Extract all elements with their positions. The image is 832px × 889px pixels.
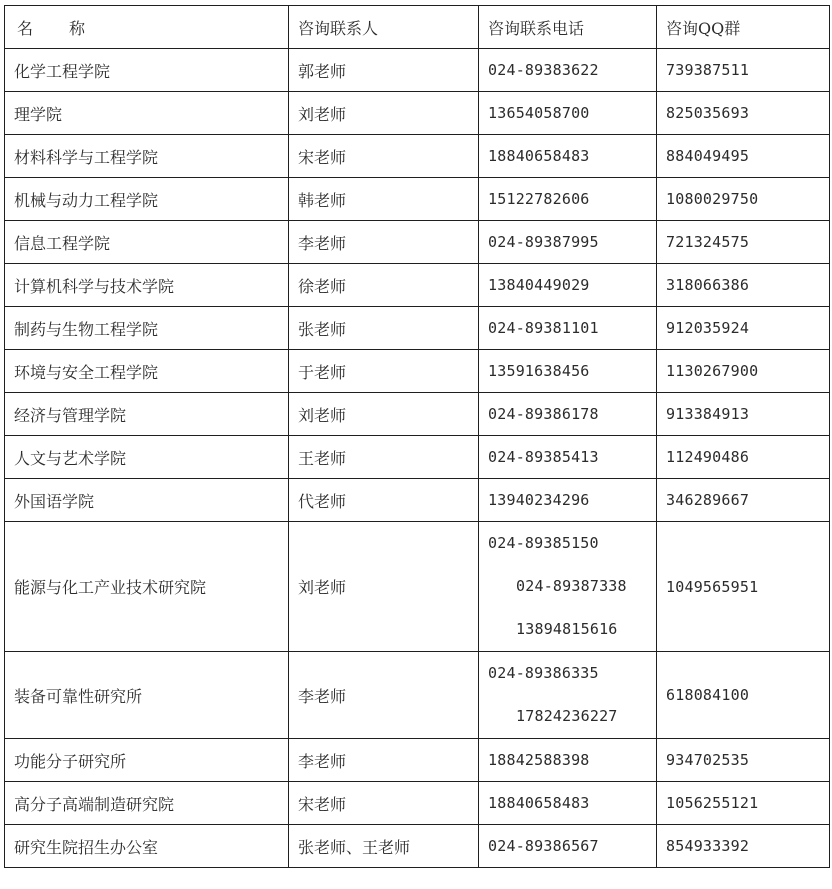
cell-qq: 913384913 [657, 393, 830, 436]
cell-qq: 934702535 [657, 739, 830, 782]
table-row [5, 782, 830, 825]
phone-number: 024-89387338 [516, 577, 627, 595]
header-name-char-2: 称 [69, 18, 86, 38]
cell-qq: 1056255121 [657, 782, 830, 825]
cell-name: 信息工程学院 [5, 221, 289, 264]
table-row [5, 221, 830, 264]
cell-phone: 18842588398 [479, 739, 657, 782]
cell-contact: 宋老师 [289, 782, 479, 825]
cell-name: 机械与动力工程学院 [5, 178, 289, 221]
cell-phone: 13840449029 [479, 264, 657, 307]
header-contact: 咨询联系人 [289, 6, 479, 49]
table-row [5, 825, 830, 868]
cell-phone: 18840658483 [479, 135, 657, 178]
cell-phone [479, 522, 657, 652]
cell-qq: 112490486 [657, 436, 830, 479]
cell-qq: 1080029750 [657, 178, 830, 221]
cell-contact: 郭老师 [289, 49, 479, 92]
cell-phone: 024-89387995 [479, 221, 657, 264]
cell-contact: 刘老师 [289, 92, 479, 135]
cell-contact: 李老师 [289, 221, 479, 264]
cell-name: 外国语学院 [5, 479, 289, 522]
cell-name: 装备可靠性研究所 [5, 652, 289, 739]
cell-qq: 1130267900 [657, 350, 830, 393]
cell-phone: 13654058700 [479, 92, 657, 135]
phone-number: 17824236227 [516, 707, 618, 725]
cell-phone: 15122782606 [479, 178, 657, 221]
cell-name: 化学工程学院 [5, 49, 289, 92]
table-header-row [5, 6, 830, 49]
cell-name: 高分子高端制造研究院 [5, 782, 289, 825]
cell-qq: 721324575 [657, 221, 830, 264]
table-row [5, 393, 830, 436]
cell-contact: 李老师 [289, 652, 479, 739]
cell-name: 功能分子研究所 [5, 739, 289, 782]
cell-contact: 刘老师 [289, 522, 479, 652]
cell-contact: 宋老师 [289, 135, 479, 178]
cell-name: 经济与管理学院 [5, 393, 289, 436]
cell-contact: 韩老师 [289, 178, 479, 221]
cell-qq: 318066386 [657, 264, 830, 307]
phone-number: 024-89386335 [488, 664, 599, 682]
cell-phone: 024-89383622 [479, 49, 657, 92]
table-row [5, 350, 830, 393]
cell-name: 计算机科学与技术学院 [5, 264, 289, 307]
cell-contact: 代老师 [289, 479, 479, 522]
cell-qq: 739387511 [657, 49, 830, 92]
table-row [5, 307, 830, 350]
cell-phone: 18840658483 [479, 782, 657, 825]
table-row [5, 92, 830, 135]
cell-name: 理学院 [5, 92, 289, 135]
cell-name: 环境与安全工程学院 [5, 350, 289, 393]
table-row [5, 522, 830, 652]
header-name [5, 6, 289, 49]
cell-contact: 刘老师 [289, 393, 479, 436]
cell-name: 能源与化工产业技术研究院 [5, 522, 289, 652]
phone-number: 024-89385150 [488, 534, 599, 552]
cell-name: 研究生院招生办公室 [5, 825, 289, 868]
header-name-char-1: 名 [17, 18, 34, 38]
cell-phone: 13940234296 [479, 479, 657, 522]
cell-contact: 于老师 [289, 350, 479, 393]
cell-contact: 徐老师 [289, 264, 479, 307]
cell-qq: 884049495 [657, 135, 830, 178]
table-row [5, 436, 830, 479]
cell-contact: 张老师 [289, 307, 479, 350]
table-row [5, 479, 830, 522]
table-row [5, 135, 830, 178]
cell-phone: 024-89385413 [479, 436, 657, 479]
cell-phone: 024-89386567 [479, 825, 657, 868]
table-row [5, 264, 830, 307]
phone-number: 13894815616 [516, 620, 618, 638]
contact-table [4, 5, 830, 868]
cell-qq: 346289667 [657, 479, 830, 522]
cell-qq: 825035693 [657, 92, 830, 135]
cell-qq: 912035924 [657, 307, 830, 350]
table-row [5, 178, 830, 221]
table-row [5, 49, 830, 92]
cell-qq: 618084100 [657, 652, 830, 739]
cell-qq: 854933392 [657, 825, 830, 868]
cell-phone: 024-89386178 [479, 393, 657, 436]
header-phone: 咨询联系电话 [479, 6, 657, 49]
cell-name: 人文与艺术学院 [5, 436, 289, 479]
table-row [5, 739, 830, 782]
cell-name: 材料科学与工程学院 [5, 135, 289, 178]
cell-phone: 13591638456 [479, 350, 657, 393]
cell-name: 制药与生物工程学院 [5, 307, 289, 350]
cell-contact: 王老师 [289, 436, 479, 479]
header-qq: 咨询QQ群 [657, 6, 830, 49]
cell-qq: 1049565951 [657, 522, 830, 652]
cell-contact: 李老师 [289, 739, 479, 782]
table-row [5, 652, 830, 739]
cell-phone: 024-89381101 [479, 307, 657, 350]
cell-contact: 张老师、王老师 [289, 825, 479, 868]
cell-phone [479, 652, 657, 739]
